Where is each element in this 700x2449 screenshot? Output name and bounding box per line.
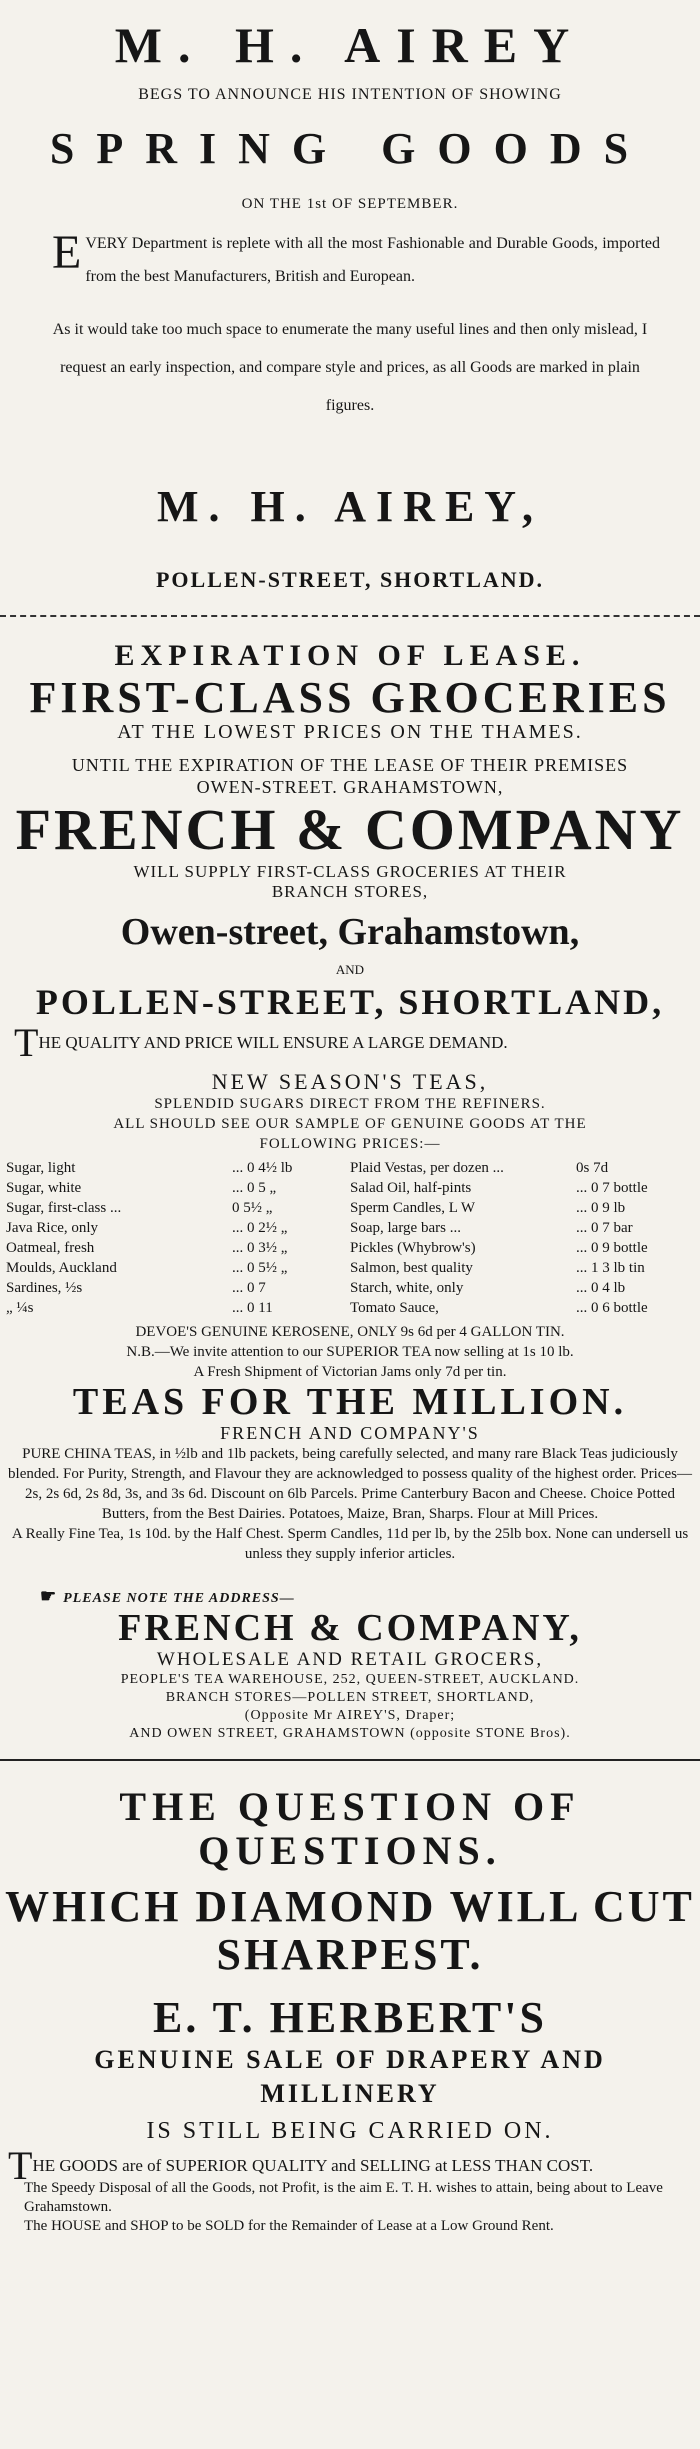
ad2-firm: FRENCH & COMPANY <box>15 797 685 862</box>
price-value: ... 0 9 lb <box>576 1200 626 1216</box>
ad2-kerosene: DEVOE'S GENUINE KEROSENE, ONLY 9s 6d per 4 GALLON TIN. <box>135 1324 565 1340</box>
price-value: ... 0 9 bottle <box>576 1240 648 1256</box>
ad2-quality-text: HE QUALITY AND PRICE WILL ENSURE A LARGE DEMAND. <box>38 1033 508 1052</box>
price-value: ... 0 5 „ <box>232 1180 277 1196</box>
price-row <box>350 1258 694 1278</box>
price-row <box>350 1278 694 1298</box>
ad2-groceries: FIRST-CLASS GROCERIES <box>29 673 671 722</box>
price-item: „ ¼s <box>6 1300 34 1316</box>
price-row <box>6 1218 350 1238</box>
price-row <box>6 1178 350 1198</box>
ad1-announce: BEGS TO ANNOUNCE HIS INTENTION OF SHOWING <box>138 86 562 103</box>
price-item: Tomato Sauce, <box>350 1300 439 1316</box>
ad3-goods <box>8 2143 694 2188</box>
price-row <box>350 1298 694 1318</box>
ad2-owen: Owen-street, Grahamstown, <box>120 911 580 953</box>
ad2-lowest: AT THE LOWEST PRICES ON THE THAMES. <box>117 721 583 743</box>
price-value: ... 0 7 <box>232 1280 266 1296</box>
ad2-firm2: FRENCH & COMPANY, <box>118 1607 582 1649</box>
ad2-new-teas: NEW SEASON'S TEAS, <box>211 1069 489 1094</box>
ad2-supply: WILL SUPPLY FIRST-CLASS GROCERIES AT THEIR <box>133 862 567 881</box>
ad3-which: WHICH DIAMOND WILL CUT SHARPEST. <box>5 1882 695 1979</box>
ad3-speedy: The Speedy Disposal of all the Goods, not Profit, is the aim E. T. H. wishes to attain, being about to Leave Grahamstown. <box>24 2180 663 2215</box>
price-row <box>350 1238 694 1258</box>
ad2-wholesale: WHOLESALE AND RETAIL GROCERS, <box>156 1649 544 1670</box>
ad1-date: ON THE 1st OF SEPTEMBER. <box>241 196 459 212</box>
ad2-nb: N.B.—We invite attention to our SUPERIOR TEA now selling at 1s 10 lb. <box>126 1344 574 1360</box>
ad3-goods-text: HE GOODS are of SUPERIOR QUALITY and SELLING at LESS THAN COST. <box>32 2156 594 2175</box>
ad3-herbert: E. T. HERBERT'S <box>153 1993 547 2042</box>
ad2-addr4: AND OWEN STREET, GRAHAMSTOWN (opposite STONE Bros). <box>129 1726 571 1741</box>
ad2-sugars: SPLENDID SUGARS DIRECT FROM THE REFINERS. <box>154 1096 546 1112</box>
ad2-please <box>40 1586 700 1607</box>
ad2-please-text: PLEASE NOTE THE ADDRESS— <box>63 1591 295 1606</box>
price-value: 0 5½ „ <box>232 1200 273 1216</box>
price-value: ... 0 5½ „ <box>232 1260 288 1276</box>
price-item: Salmon, best quality <box>350 1260 473 1276</box>
price-value: ... 0 2½ „ <box>232 1220 288 1236</box>
price-item: Sugar, light <box>6 1160 76 1176</box>
price-row <box>350 1198 694 1218</box>
ad3-goods-dropcap: T <box>8 2143 33 2188</box>
ad1-body-text: VERY Department is replete with all the most Fashionable and Durable Goods, imported from the best Manufacturers, British and European. <box>85 235 660 285</box>
price-item: Salad Oil, half-pints <box>350 1180 472 1196</box>
price-value: ... 0 11 <box>232 1300 273 1316</box>
ad2-quality-dropcap: T <box>14 1020 39 1065</box>
price-value: ... 0 3½ „ <box>232 1240 288 1256</box>
price-row <box>6 1158 350 1178</box>
price-row <box>6 1258 350 1278</box>
ad2-expiration: EXPIRATION OF LEASE. <box>114 639 586 672</box>
price-value: 0s 7d <box>576 1160 609 1176</box>
ad2-addr2: BRANCH STORES—POLLEN STREET, SHORTLAND, <box>165 1690 535 1705</box>
ad1-street: POLLEN-STREET, SHORTLAND. <box>155 567 545 592</box>
divider <box>0 615 700 617</box>
ad2-really: A Really Fine Tea, 1s 10d. by the Half Chest. Sperm Candles, 11d per lb, by the 25lb box. None can undersell us unless they supply inferior articles. <box>11 1526 689 1562</box>
ad1-dropcap: E <box>52 226 82 279</box>
ad1-body <box>52 227 660 293</box>
price-item: Soap, large bars ... <box>350 1220 461 1236</box>
ad1-headline: SPRING GOODS <box>49 124 651 173</box>
ad2-following: FOLLOWING PRICES:— <box>259 1136 441 1152</box>
ad1-para2: As it would take too much space to enumerate the many useful lines and then only mislead, I request an early inspection, and compare style and prices, as all Goods are marked in plain figures. <box>52 321 648 414</box>
ad2-addr3: (Opposite Mr AIREY'S, Draper; <box>244 1708 456 1723</box>
french-company-advertisement <box>0 639 700 1743</box>
ad2-quality <box>14 1020 690 1065</box>
price-column-left <box>6 1158 350 1318</box>
ad3-question: THE QUESTION OF QUESTIONS. <box>119 1784 581 1873</box>
ad3-genuine: GENUINE SALE OF DRAPERY AND MILLINERY <box>94 2045 606 2108</box>
price-list <box>6 1158 694 1318</box>
price-item: Sugar, white <box>6 1180 82 1196</box>
ad2-million: TEAS FOR THE MILLION. <box>72 1381 628 1423</box>
price-item: Moulds, Auckland <box>6 1260 117 1276</box>
price-column-right <box>350 1158 694 1318</box>
price-row <box>6 1298 350 1318</box>
ad1-title: M. H. AIREY <box>114 17 586 73</box>
price-row <box>350 1158 694 1178</box>
pointing-hand-icon: ☛ <box>40 1586 58 1606</box>
divider <box>0 1759 700 1761</box>
price-row <box>6 1198 350 1218</box>
price-item: Pickles (Whybrow's) <box>350 1240 476 1256</box>
ad1-name: M. H. AIREY, <box>156 482 544 531</box>
price-value: ... 0 7 bar <box>576 1220 633 1236</box>
price-value: ... 0 6 bottle <box>576 1300 648 1316</box>
price-row <box>350 1218 694 1238</box>
airey-advertisement <box>0 0 700 593</box>
ad2-jams: A Fresh Shipment of Victorian Jams only 7d per tin. <box>193 1364 507 1380</box>
price-row <box>6 1238 350 1258</box>
ad2-pollen: POLLEN-STREET, SHORTLAND, <box>35 982 665 1022</box>
ad3-house: The HOUSE and SHOP to be SOLD for the Remainder of Lease at a Low Ground Rent. <box>24 2218 554 2234</box>
price-item: Sperm Candles, L W <box>350 1200 475 1216</box>
ad3-still: IS STILL BEING CARRIED ON. <box>146 2118 554 2144</box>
price-item: Plaid Vestas, per dozen ... <box>350 1160 504 1176</box>
price-row <box>6 1278 350 1298</box>
price-value: ... 0 4 lb <box>576 1280 626 1296</box>
ad2-owen-street-line: OWEN-STREET. GRAHAMSTOWN, <box>196 777 504 797</box>
ad2-china: PURE CHINA TEAS, in ½lb and 1lb packets, being carefully selected, and many rare Black Teas judiciously blended. For Purity, Strength, and Flavour they are acknowledged to possess quality of the highest order. Prices—2s, 2s 6d, 2s 8d, 3s, and 3s 6d. Discount on 6lb Parcels. Prime Canterbury Bacon and Cheese. Choice Potted Butters, from the Best Dairies. Potatoes, Maize, Bran, Sharps. Flour at Mill Prices. <box>8 1446 692 1522</box>
price-value: ... 0 4½ lb <box>232 1160 293 1176</box>
price-value: ... 0 7 bottle <box>576 1180 648 1196</box>
ad2-branch: BRANCH STORES, <box>271 882 429 901</box>
price-value: ... 1 3 lb tin <box>576 1260 645 1276</box>
price-item: Sardines, ½s <box>6 1280 83 1296</box>
price-row <box>350 1178 694 1198</box>
ad2-should-see: ALL SHOULD SEE OUR SAMPLE OF GENUINE GOODS AT THE <box>113 1116 587 1132</box>
ad2-and: AND <box>335 962 365 977</box>
ad2-addr1: PEOPLE'S TEA WAREHOUSE, 252, QUEEN-STREET, AUCKLAND. <box>120 1672 580 1687</box>
herbert-advertisement <box>0 1785 700 2236</box>
price-item: Java Rice, only <box>6 1220 99 1236</box>
ad2-fcs: FRENCH AND COMPANY'S <box>220 1423 480 1443</box>
price-item: Oatmeal, fresh <box>6 1240 95 1256</box>
price-item: Starch, white, only <box>350 1280 464 1296</box>
price-item: Sugar, first-class ... <box>6 1200 122 1216</box>
ad2-until: UNTIL THE EXPIRATION OF THE LEASE OF THEIR PREMISES <box>71 755 629 775</box>
